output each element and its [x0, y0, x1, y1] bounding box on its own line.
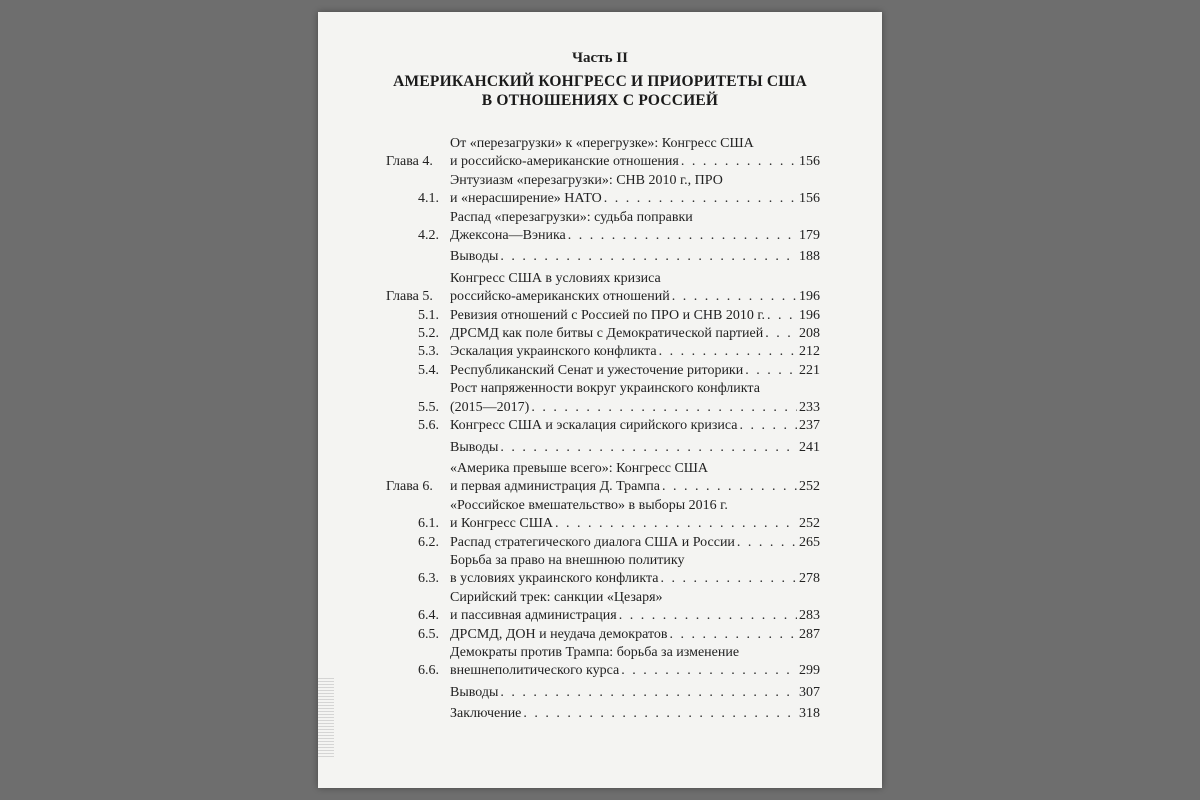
- toc-entry-number: 5.3.: [418, 344, 439, 360]
- toc-entry-number: Глава 4.: [386, 154, 433, 170]
- toc-entry: [386, 380, 820, 417]
- toc-entry-number: 6.1.: [418, 516, 439, 532]
- toc-entry-title-line: Распад стратегического диалога США и России: [450, 534, 735, 550]
- toc-entry-page: 188: [799, 249, 820, 265]
- dot-leader: [500, 439, 797, 457]
- toc-entry-number: 6.6.: [418, 663, 439, 679]
- dot-leader: [604, 190, 797, 208]
- toc-entry-number: 4.1.: [418, 191, 439, 207]
- toc-entry: [386, 417, 820, 435]
- toc-entry-page: 307: [799, 684, 820, 700]
- toc-entry-title-line: и пассивная администрация: [450, 608, 617, 624]
- toc-entry-page: 252: [799, 479, 820, 495]
- toc-entry: [386, 343, 820, 361]
- dot-leader: [681, 153, 797, 171]
- toc-entry-page: 196: [799, 307, 820, 323]
- toc-entry: [386, 439, 820, 457]
- toc-entry-page: 318: [799, 706, 820, 722]
- book-page: [318, 12, 882, 788]
- toc-entry-page: 208: [799, 326, 820, 342]
- toc-entry: [386, 135, 820, 172]
- dot-leader: [659, 343, 797, 361]
- toc-entry: [386, 270, 820, 307]
- part-label: Часть II: [572, 50, 628, 66]
- toc-entry: [386, 705, 820, 723]
- toc-entry-number: Глава 6.: [386, 479, 433, 495]
- dot-leader: [767, 307, 797, 325]
- toc-entry-title-line: Заключение: [450, 706, 522, 722]
- toc-entry-number: 4.2.: [418, 228, 439, 244]
- toc-entry: [386, 534, 820, 552]
- table-of-contents: [386, 135, 820, 724]
- toc-entry-number: 5.2.: [418, 326, 439, 342]
- dot-leader: [670, 626, 797, 644]
- toc-entry-page: 299: [799, 663, 820, 679]
- toc-entry-title-line: Рост напряженности вокруг украинского конфликта: [450, 381, 760, 397]
- dot-leader: [531, 399, 797, 417]
- toc-entry-title-line: Выводы: [450, 249, 499, 265]
- toc-entry-title-line: и российско-американские отношения: [450, 154, 679, 170]
- toc-entry: [386, 209, 820, 246]
- toc-entry-title-line: Ревизия отношений с Россией по ПРО и СНВ 2010 г.: [450, 307, 766, 323]
- toc-entry: [386, 497, 820, 534]
- toc-entry: [386, 589, 820, 626]
- toc-entry: [386, 684, 820, 702]
- toc-entry-number: 6.2.: [418, 534, 439, 550]
- toc-entry: [386, 325, 820, 343]
- toc-entry: [386, 248, 820, 266]
- toc-entry-number: 5.1.: [418, 307, 439, 323]
- toc-entry-title-line: внешнеполитического курса: [450, 663, 620, 679]
- dot-leader: [523, 705, 797, 723]
- toc-entry-title-line: Энтузиазм «перезагрузки»: СНВ 2010 г., ПРО: [450, 172, 723, 188]
- toc-entry-page: 278: [799, 571, 820, 587]
- dot-leader: [619, 607, 797, 625]
- toc-entry-page: 221: [799, 362, 820, 378]
- toc-entry-page: 237: [799, 418, 820, 434]
- toc-entry-page: 156: [799, 191, 820, 207]
- toc-entry-number: 5.5.: [418, 399, 439, 415]
- dot-leader: [765, 325, 797, 343]
- toc-entry-page: 265: [799, 534, 820, 550]
- toc-entry-title-line: ДРСМД как поле битвы с Демократической партией: [450, 326, 764, 342]
- part-title: [318, 72, 882, 110]
- toc-entry-page: 233: [799, 399, 820, 415]
- toc-entry: [386, 626, 820, 644]
- dot-leader: [737, 534, 797, 552]
- toc-entry-page: 156: [799, 154, 820, 170]
- toc-entry-number: 6.3.: [418, 571, 439, 587]
- toc-entry-title-line: Распад «перезагрузки»: судьба поправки: [450, 209, 693, 225]
- barcode-sticker: [318, 678, 334, 758]
- toc-entry-number: 6.5.: [418, 626, 439, 642]
- toc-entry-title-line: и Конгресс США: [450, 516, 553, 532]
- toc-entry-title-line: Демократы против Трампа: борьба за изменение: [450, 644, 740, 660]
- toc-entry-title-line: Сирийский трек: санкции «Цезаря»: [450, 589, 663, 605]
- toc-entry-title-line: в условиях украинского конфликта: [450, 571, 659, 587]
- toc-entry-title-line: и «нерасширение» НАТО: [450, 191, 602, 207]
- dot-leader: [568, 227, 797, 245]
- toc-entry-title-line: «Российское вмешательство» в выборы 2016 г.: [450, 497, 728, 513]
- dot-leader: [745, 362, 797, 380]
- toc-entry-page: 287: [799, 626, 820, 642]
- toc-entry-page: 241: [799, 439, 820, 455]
- toc-entry-title-line: Эскалация украинского конфликта: [450, 344, 657, 360]
- toc-entry-number: 5.6.: [418, 418, 439, 434]
- toc-entry: [386, 460, 820, 497]
- toc-entry-title-line: Выводы: [450, 684, 499, 700]
- dot-leader: [740, 417, 797, 435]
- dot-leader: [662, 478, 797, 496]
- toc-entry-title-line: Конгресс США и эскалация сирийского кризиса: [450, 418, 738, 434]
- toc-entry-title-line: Конгресс США в условиях кризиса: [450, 270, 661, 286]
- toc-entry-page: 196: [799, 289, 820, 305]
- toc-entry-page: 212: [799, 344, 820, 360]
- toc-entry-page: 283: [799, 608, 820, 624]
- dot-leader: [500, 248, 797, 266]
- toc-entry-title-line: ДРСМД, ДОН и неудача демократов: [450, 626, 668, 642]
- dot-leader: [621, 662, 797, 680]
- toc-entry-title-line: и первая администрация Д. Трампа: [450, 479, 660, 495]
- dot-leader: [660, 570, 797, 588]
- toc-entry-title-line: (2015—2017): [450, 399, 530, 415]
- part-title-line-1: АМЕРИКАНСКИЙ КОНГРЕСС И ПРИОРИТЕТЫ США: [393, 73, 807, 90]
- dot-leader: [500, 684, 797, 702]
- toc-entry: [386, 307, 820, 325]
- toc-entry: [386, 362, 820, 380]
- toc-entry-title-line: Борьба за право на внешнюю политику: [450, 552, 685, 568]
- toc-entry-title-line: Республиканский Сенат и ужесточение риторики: [450, 362, 744, 378]
- toc-entry-number: Глава 5.: [386, 289, 433, 305]
- toc-entry-title-line: Джексона—Вэника: [450, 228, 566, 244]
- toc-entry-title-line: От «перезагрузки» к «перегрузке»: Конгресс США: [450, 136, 754, 151]
- toc-entry-number: 5.4.: [418, 362, 439, 378]
- toc-entry-page: 252: [799, 516, 820, 532]
- dot-leader: [555, 515, 797, 533]
- toc-entry-title-line: Выводы: [450, 439, 499, 455]
- toc-entry: [386, 172, 820, 209]
- toc-entry-page: 179: [799, 228, 820, 244]
- dot-leader: [672, 288, 797, 306]
- toc-entry: [386, 644, 820, 681]
- toc-entry-title-line: российско-американских отношений: [450, 289, 670, 305]
- toc-entry-number: 6.4.: [418, 608, 439, 624]
- toc-entry: [386, 552, 820, 589]
- part-title-line-2: В ОТНОШЕНИЯХ С РОССИЕЙ: [481, 92, 719, 109]
- toc-entry-title-line: «Америка превыше всего»: Конгресс США: [450, 460, 709, 476]
